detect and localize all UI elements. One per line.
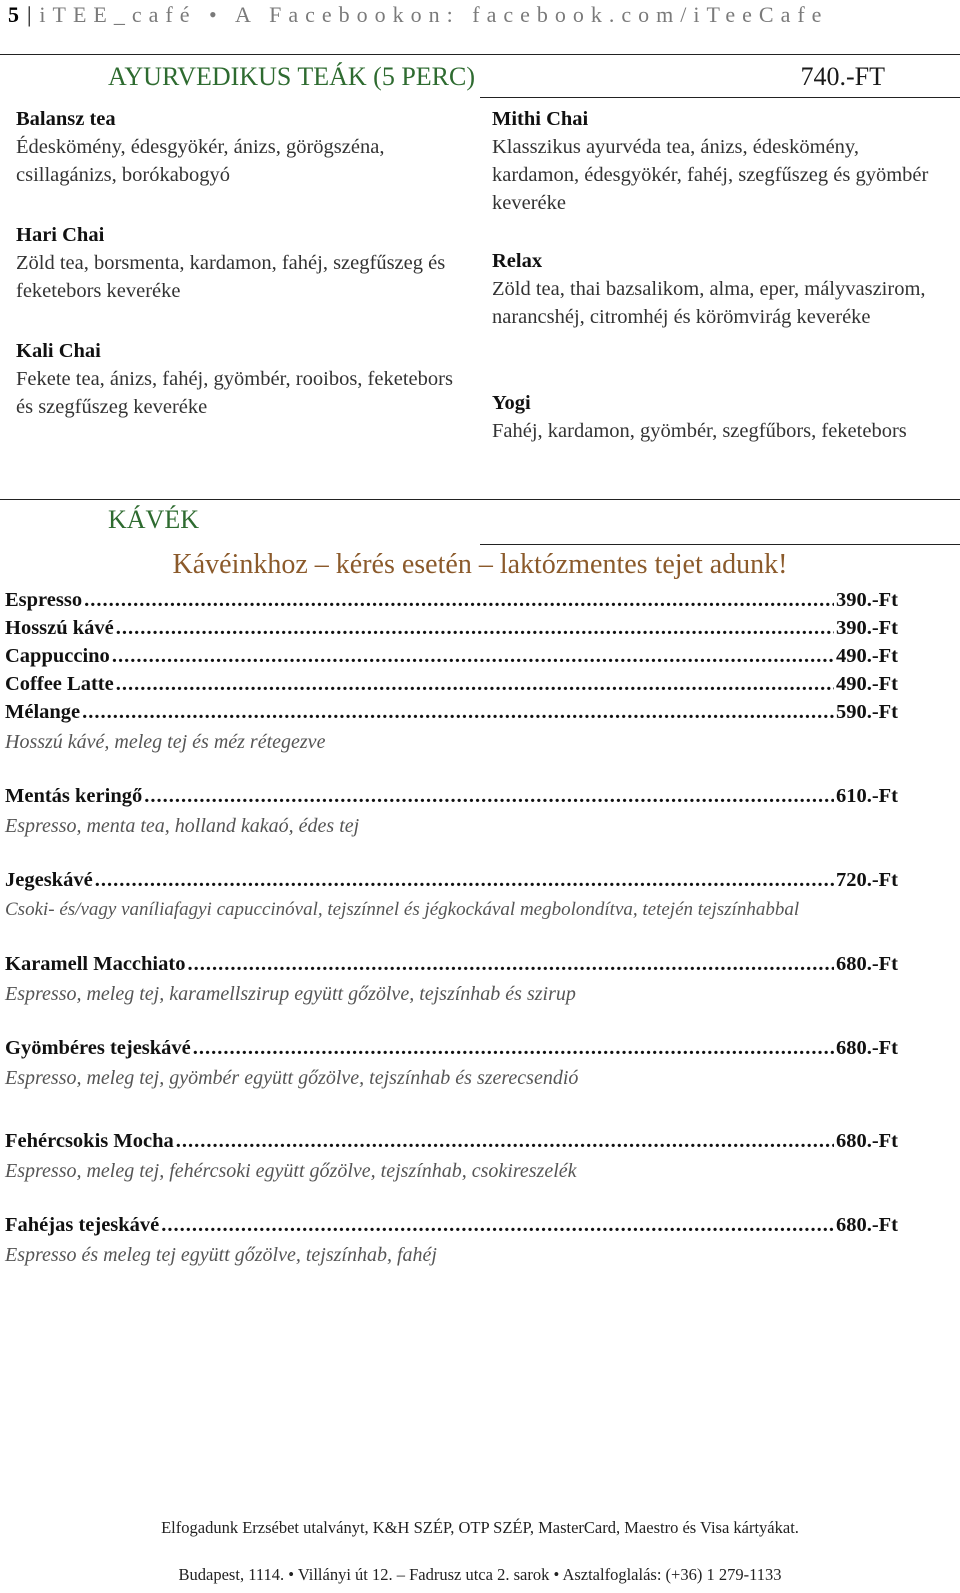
coffee-row	[5, 1037, 898, 1060]
tea-name: Yogi	[492, 392, 531, 414]
coffee-price: 680.-Ft	[835, 1037, 898, 1059]
coffee-row	[5, 953, 898, 976]
section-divider	[0, 499, 960, 500]
coffee-price: 390.-Ft	[835, 617, 898, 639]
leader-dots	[193, 1037, 834, 1060]
tea-desc: Fekete tea, ánizs, fahéj, gyömbér, rooibos, feketebors és szegfűszeg keveréke	[16, 368, 453, 418]
leader-dots	[187, 953, 833, 976]
coffee-desc: Csoki- és/vagy vaníliafagyi capuccinóval, tejszínnel és jégkockával megbolondítva, tetején tejszínhabbal	[5, 899, 800, 920]
tea-name: Mithi Chai	[492, 108, 589, 130]
coffee-name: Hosszú kávé	[5, 617, 114, 639]
header-text: iTEE_café • A Facebookon: facebook.com/iTeeCafe	[39, 2, 829, 27]
coffee-row	[5, 701, 898, 724]
coffee-name: Mentás keringő	[5, 785, 143, 807]
footer-payment: Elfogadunk Erzsébet utalványt, K&H SZÉP, OTP SZÉP, MasterCard, Maestro és Visa kártyákat.	[161, 1518, 799, 1537]
coffee-price: 680.-Ft	[835, 953, 898, 975]
coffee-row	[5, 617, 898, 640]
tea-item	[492, 389, 932, 445]
coffee-row	[5, 869, 898, 892]
coffee-name: Cappuccino	[5, 645, 110, 667]
leader-dots	[112, 645, 834, 668]
coffee-row	[5, 673, 898, 696]
coffee-row	[5, 1130, 898, 1153]
tea-name: Kali Chai	[16, 340, 101, 362]
tea-price-text: 740.-FT	[800, 62, 885, 91]
leader-dots	[84, 589, 834, 612]
tea-name: Hari Chai	[16, 224, 105, 246]
tea-item	[16, 337, 466, 421]
coffee-desc: Espresso, meleg tej, karamellszirup együtt gőzölve, tejszínhab és szirup	[5, 983, 576, 1005]
leader-dots	[144, 785, 834, 808]
coffee-title-underline	[480, 544, 960, 545]
coffee-name: Espresso	[5, 589, 83, 611]
tea-title-underline	[480, 97, 960, 98]
coffee-row	[5, 645, 898, 668]
tea-price	[801, 62, 886, 92]
header-divider	[0, 54, 960, 55]
coffee-price: 680.-Ft	[835, 1130, 898, 1152]
coffee-name: Jegeskávé	[5, 869, 93, 891]
page-number: 5	[8, 2, 19, 27]
leader-dots	[176, 1130, 834, 1153]
tea-section-title	[108, 62, 475, 92]
footer-address: Budapest, 1114. • Villányi út 12. – Fadrusz utca 2. sarok • Asztalfoglalás: (+36) 1 279-1133	[178, 1565, 782, 1584]
tea-desc: Klasszikus ayurvéda tea, ánizs, édeskömény, kardamon, édesgyökér, fahéj, szegfűszeg és gyömbér keveréke	[492, 136, 929, 214]
coffee-name: Gyömbéres tejeskávé	[5, 1037, 191, 1059]
coffee-name: Fehércsokis Mocha	[5, 1130, 174, 1152]
coffee-name: Mélange	[5, 701, 81, 723]
tea-desc: Fahéj, kardamon, gyömbér, szegfűbors, feketebors	[492, 420, 907, 442]
tea-desc: Zöld tea, thai bazsalikom, alma, eper, mályvaszirom, narancshéj, citromhéj és körömvirág keveréke	[492, 278, 926, 328]
coffee-name: Coffee Latte	[5, 673, 114, 695]
tea-title-text: AYURVEDIKUS TEÁK (5 PERC)	[108, 62, 475, 91]
coffee-name: Fahéjas tejeskávé	[5, 1214, 160, 1236]
coffee-desc: Espresso, menta tea, holland kakaó, édes tej	[5, 815, 360, 837]
coffee-row	[5, 785, 898, 808]
coffee-row	[5, 589, 898, 612]
leader-dots	[82, 701, 834, 724]
leader-dots	[161, 1214, 834, 1237]
tea-name: Balansz tea	[16, 108, 116, 130]
coffee-desc: Espresso és meleg tej együtt gőzölve, tejszínhab, fahéj	[5, 1244, 437, 1266]
coffee-price: 590.-Ft	[835, 701, 898, 723]
coffee-price: 680.-Ft	[835, 1214, 898, 1236]
lactose-free-tagline: Kávéinkhoz – kérés esetén – laktózmentes tejet adunk!	[172, 549, 788, 580]
tea-name: Relax	[492, 250, 543, 272]
leader-dots	[95, 869, 834, 892]
tea-item	[16, 221, 466, 305]
tea-item	[492, 247, 932, 331]
tea-item	[492, 105, 932, 217]
coffee-name: Karamell Macchiato	[5, 953, 186, 975]
tea-item	[16, 105, 466, 189]
page-header	[8, 2, 828, 28]
coffee-row	[5, 1214, 898, 1237]
header-separator: |	[27, 2, 32, 27]
tea-desc: Zöld tea, borsmenta, kardamon, fahéj, szegfűszeg és feketebors keveréke	[16, 252, 446, 302]
coffee-price: 490.-Ft	[835, 673, 898, 695]
tea-desc: Édeskömény, édesgyökér, ánizs, görögszéna, csillagánizs, borókabogyó	[16, 136, 385, 186]
coffee-desc: Espresso, meleg tej, gyömbér együtt gőzölve, tejszínhab és szerecsendió	[5, 1067, 579, 1089]
coffee-price: 490.-Ft	[835, 645, 898, 667]
coffee-desc: Espresso, meleg tej, fehércsoki együtt gőzölve, tejszínhab, csokireszelék	[5, 1160, 577, 1182]
leader-dots	[116, 673, 834, 696]
coffee-price: 720.-Ft	[835, 869, 898, 891]
coffee-desc: Hosszú kávé, meleg tej és méz rétegezve	[5, 731, 326, 753]
coffee-price: 610.-Ft	[835, 785, 898, 807]
coffee-section-title	[108, 505, 199, 535]
coffee-title-text: KÁVÉK	[108, 505, 199, 534]
coffee-price: 390.-Ft	[835, 589, 898, 611]
leader-dots	[116, 617, 834, 640]
